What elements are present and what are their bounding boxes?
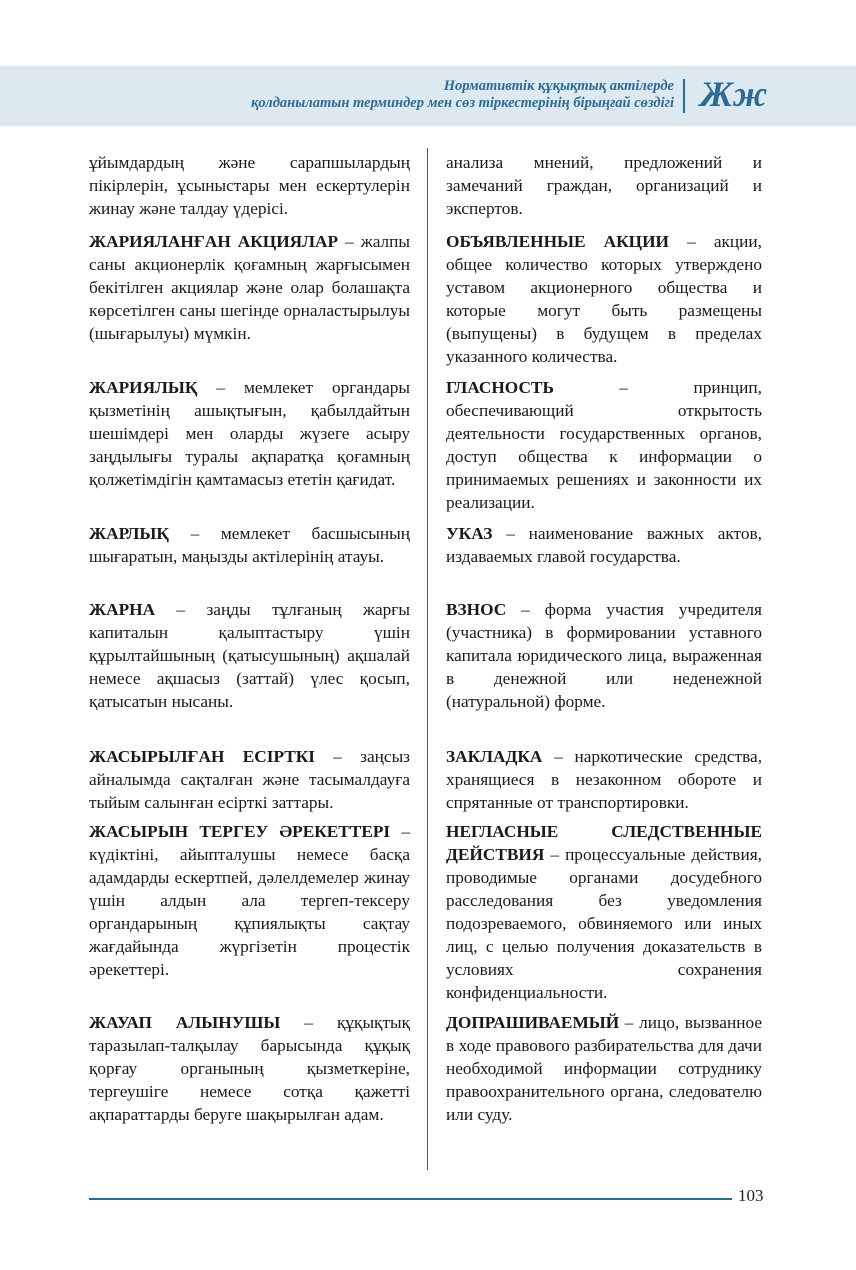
entry-dash: – [492, 524, 529, 543]
entry-ru [446, 376, 762, 514]
entry-dash: – [619, 1013, 640, 1032]
entry-dash: – [155, 600, 207, 619]
entry-text: наркотические средства, хранящиеся в незаконном обороте и спрятанные от транспортировки. [446, 747, 763, 812]
entry-dash: – [542, 747, 575, 766]
entry-ru [446, 1011, 762, 1126]
entry-kk-continuation [89, 151, 410, 220]
entry-dash: – [168, 524, 221, 543]
section-letter: Жж [700, 74, 768, 114]
entry-ru [446, 820, 762, 1004]
entry-text: акции, общее количество которых утверждено уставом акционерного общества и которые могут быть размещены (выпущены) в будущем в пределах указанного количества. [446, 232, 762, 366]
entry-term: ЖАРИЯЛЫҚ [89, 378, 198, 397]
entry-dash: – [668, 232, 714, 251]
entry-term: ЖАСЫРЫЛҒАН ЕСІРТКІ [89, 747, 316, 766]
header-title-line-2: қолданылатын терминдер мен сөз тіркестерінің бірыңғай сөздігі [251, 95, 674, 111]
entry-term: ГЛАСНОСТЬ [446, 378, 554, 397]
entry-term: ЗАКЛАДКА [446, 747, 543, 766]
entry-term: НЕГЛАСНЫЕ СЛЕДСТВЕННЫЕ ДЕЙСТВИЯ [446, 822, 762, 864]
entry-text: заңды тұлғаның жарғы капиталын қалыптастыру үшін құрылтайшының (қатысушының) ақшалай немесе ақшасыз (заттай) үлес қосып, қатысатын нысаны. [89, 600, 410, 711]
entry-term: ДОПРАШИВАЕМЫЙ [446, 1013, 620, 1032]
entry-kk [89, 1011, 410, 1126]
entry-dash: – [553, 378, 694, 397]
page-header [0, 66, 856, 126]
entry-kk [89, 522, 410, 568]
entry-text: мемлекет органдары қызметінің ашықтығын, қабылдайтын шешімдері мен оларды жүзеге асыру заңдылығы туралы ақпаратқа қоғамның қолжетімдігін қамтамасыз ететін қағидат. [89, 378, 410, 489]
entry-text: күдіктіні, айыпталушы немесе басқа адамдарды ескертпей, дәлелдемелер жинау үшін алдын ала тергеп-тексеру органдарының құпиялықты сақтау жағдайында жүргізетін процестік әрекеттері. [89, 845, 410, 979]
entry-text: наименование важных актов, издаваемых главой государства. [446, 524, 762, 566]
entry-kk [89, 745, 410, 814]
entry-ru-continuation [446, 151, 762, 220]
entry-dash: – [544, 845, 566, 864]
entry-term: ЖАУАП АЛЫНУШЫ [89, 1013, 281, 1032]
entry-dash: – [390, 822, 410, 841]
entry-term: ЖАРИЯЛАНҒАН АКЦИЯЛАР [89, 232, 339, 251]
entry-term: ЖАРЛЫҚ [89, 524, 169, 543]
entry-text: құқықтық таразылап-талқылау барысында құқық қорғау органының қызметкеріне, тергеушіге немесе сотқа қажетті ақпараттарды беруге шақырылған адам. [89, 1013, 411, 1124]
entry-term: ОБЪЯВЛЕННЫЕ АКЦИИ [446, 232, 669, 251]
entry-term: ЖАСЫРЫН ТЕРГЕУ ӘРЕКЕТТЕРІ [89, 822, 391, 841]
entry-text: принцип, обеспечивающий открытость деятельности государственных органов, доступ общества к информации о принимаемых решениях и законности их реализации. [446, 378, 762, 512]
entry-dash: – [315, 747, 361, 766]
entry-ru [446, 598, 762, 713]
entry-text: заңсыз айналымда сақталған және тасымалдауға тыйым салынған есірткі заттары. [89, 747, 411, 812]
entry-term: ЖАРНА [89, 600, 156, 619]
entry-ru [446, 230, 762, 368]
header-title-line-1: Нормативтік құқықтық актілерде [443, 78, 674, 94]
entry-kk [89, 376, 410, 491]
entry-text: форма участия учредителя (участника) в формировании уставного капитала юридического лица, выраженная в денежной или неденежной (натуральной) форме. [446, 600, 762, 711]
entry-kk [89, 230, 410, 345]
footer-rule [89, 1198, 732, 1200]
entry-dash: – [197, 378, 244, 397]
entry-dash: – [280, 1013, 338, 1032]
page-number: 103 [738, 1186, 764, 1205]
column-divider [427, 148, 428, 1170]
entry-term: ВЗНОС [446, 600, 507, 619]
entry-ru [446, 522, 762, 568]
entry-text: мемлекет басшысының шығаратын, маңызды актілерінің атауы. [89, 524, 410, 566]
entry-text: жалпы саны акционерлік қоғамның жарғысымен бекітілген акциялар және олар болашақта көрсетілген саны шегінде орналастырылуы (шығарылуы) мүмкін. [89, 232, 411, 343]
entry-text: анализа мнений, предложений и замечаний граждан, организаций и экспертов. [446, 153, 762, 218]
entry-dash: – [338, 232, 361, 251]
entry-dash: – [506, 600, 545, 619]
entry-text: ұйымдардың және сарапшылардың пікірлерін, ұсыныстары мен ескертулерін жинау және талдау үдерісі. [89, 153, 410, 218]
entry-text: лицо, вызванное в ходе правового разбирательства для дачи необходимой информации сотруднику правоохранительного органа, следователю или суду. [446, 1013, 762, 1124]
header-separator [683, 79, 685, 113]
entry-kk [89, 820, 410, 981]
entry-kk [89, 598, 410, 713]
entry-text: процессуальные действия, проводимые органами досудебного расследования без уведомления подозреваемого, обвиняемого или иных лиц, с целью получения доказательств в условиях сохранения конфиденциальности. [446, 845, 762, 1002]
header-title [251, 78, 674, 112]
entry-term: УКАЗ [446, 524, 493, 543]
entry-ru [446, 745, 762, 814]
